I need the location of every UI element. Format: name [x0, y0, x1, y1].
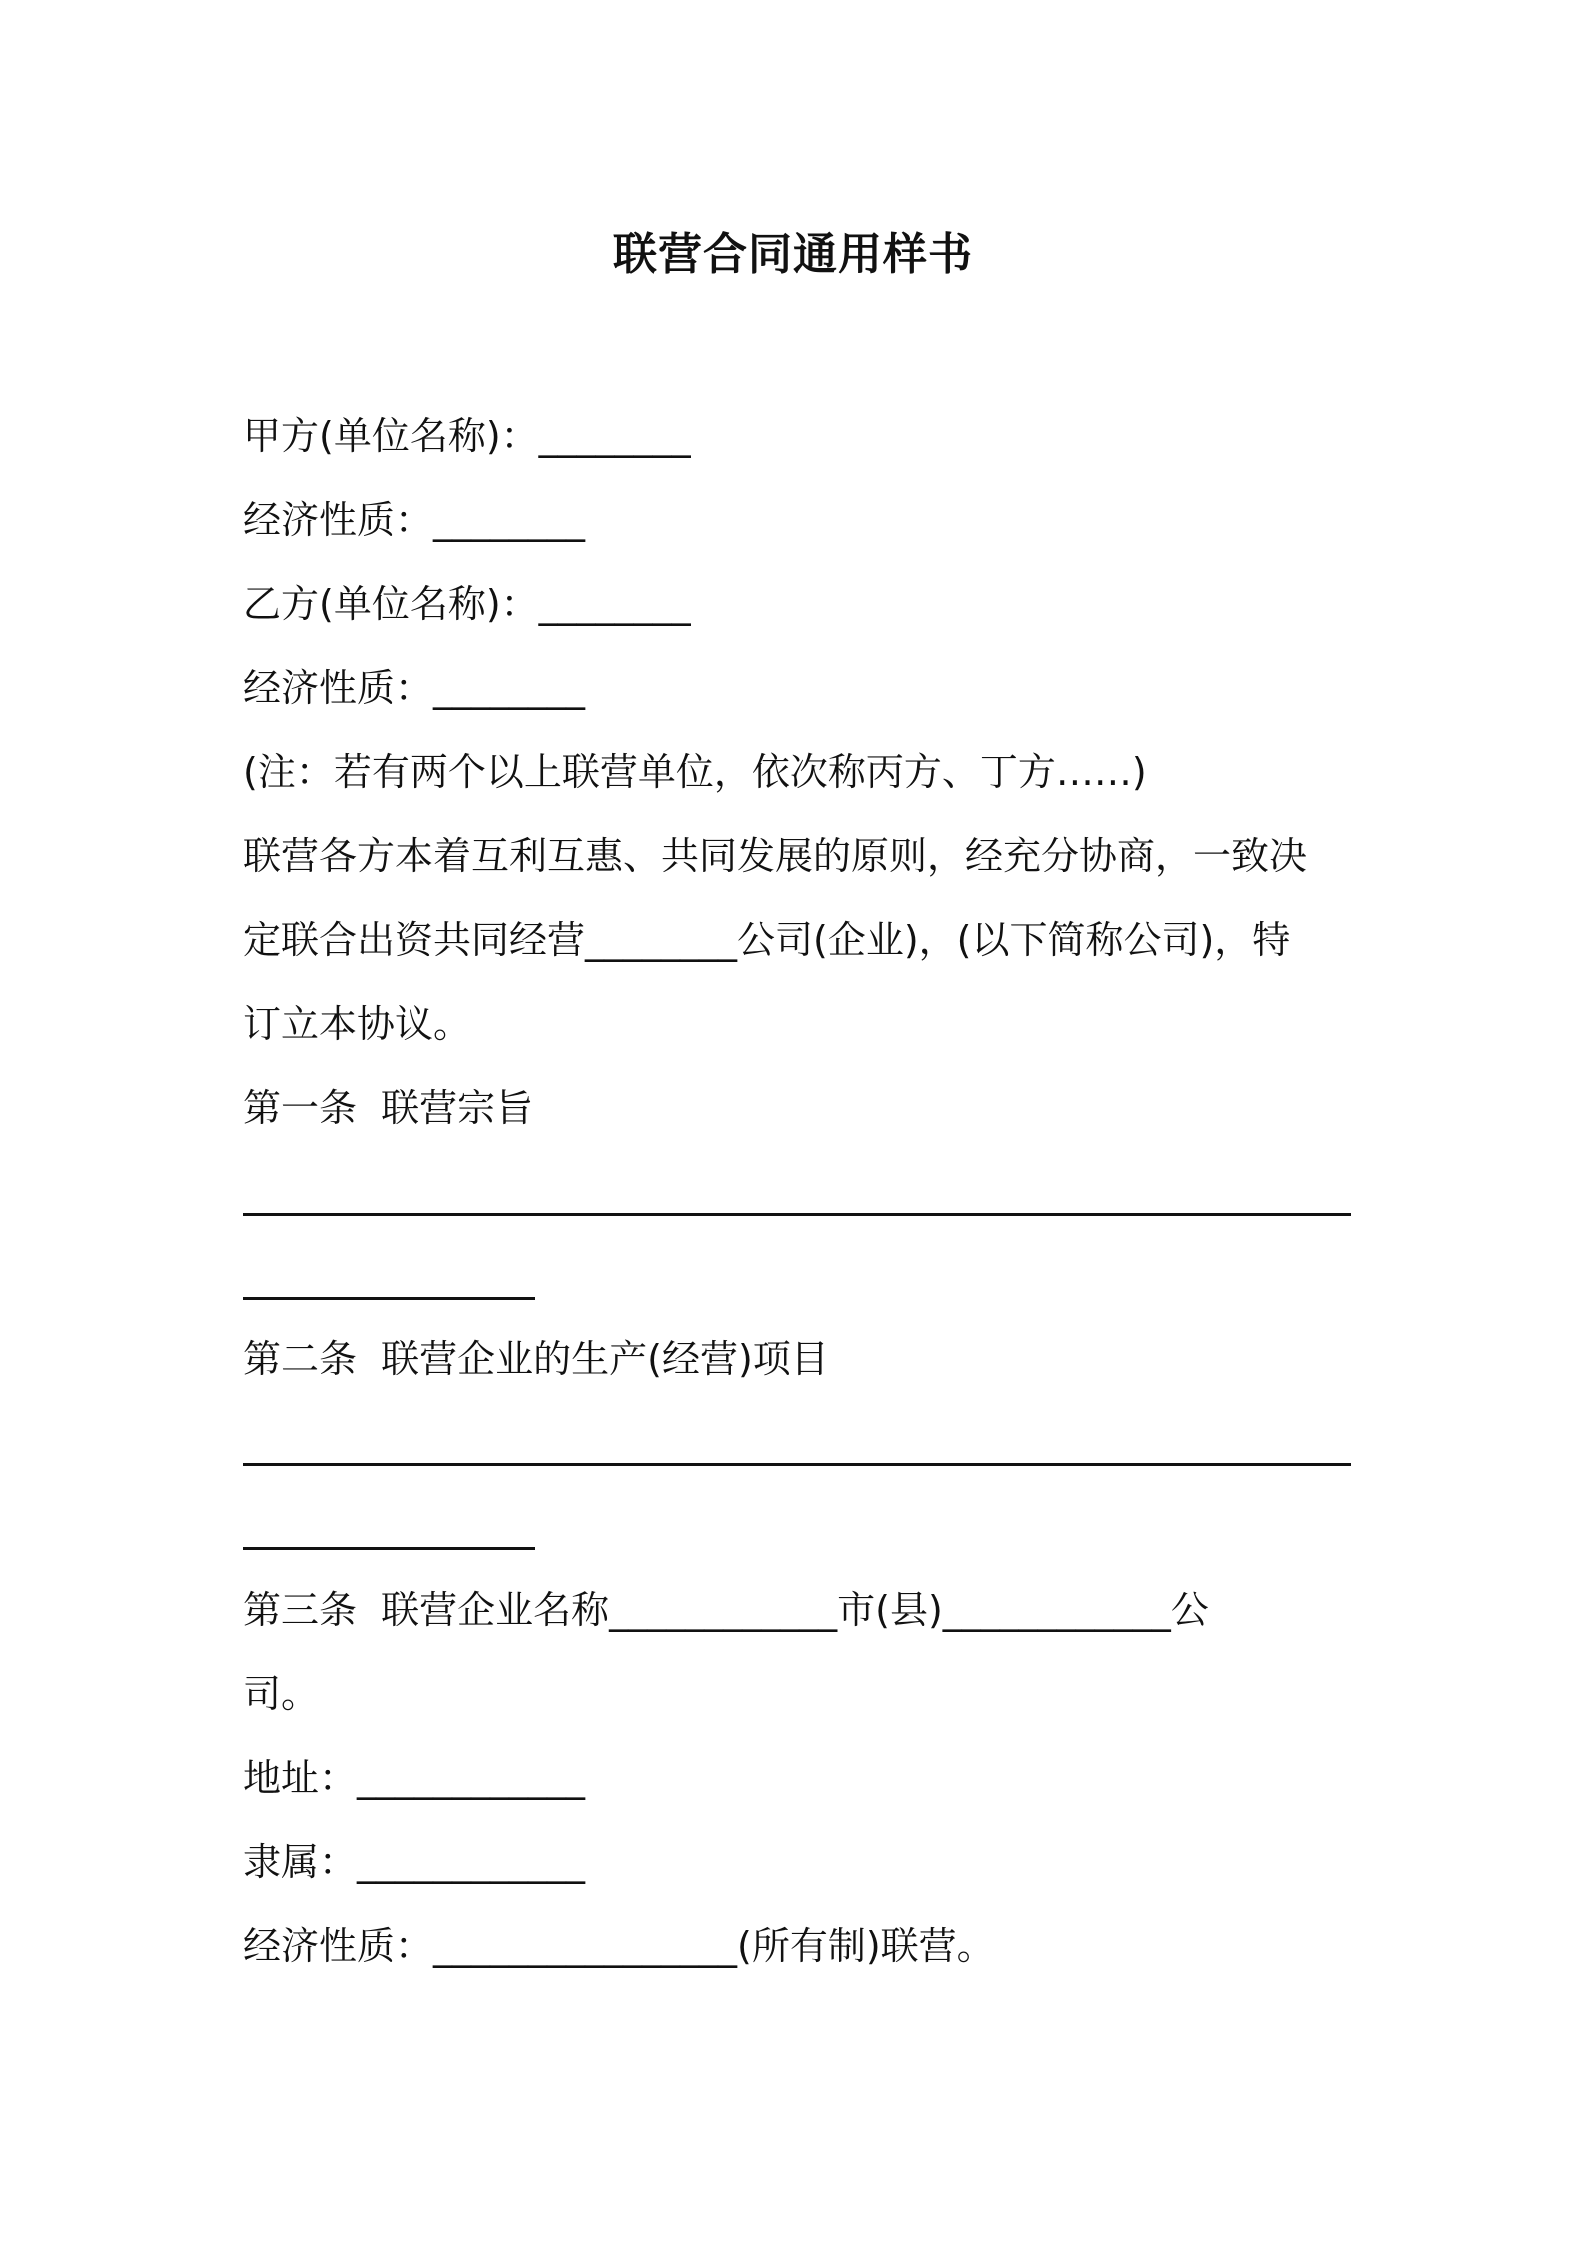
party-b-nature-line: 经济性质：________ [243, 666, 586, 710]
article-2-blank-line-2 [243, 1547, 535, 1550]
affiliation-line: 隶属：____________ [243, 1840, 586, 1884]
article-3-line-1: 第三条 联营企业名称____________市(县)____________公 [243, 1588, 1209, 1632]
party-b-line: 乙方(单位名称)：________ [243, 582, 691, 626]
article-1-heading: 第一条 联营宗旨 [243, 1086, 534, 1130]
article-1-blank-line-2 [243, 1297, 535, 1300]
preamble-line-2: 定联合出资共同经营________公司(企业)，(以下简称公司)，特 [243, 918, 1291, 962]
document-title: 联营合同通用样书 [613, 229, 973, 280]
article-2-blank-line-1 [243, 1463, 1351, 1466]
economic-nature-line: 经济性质：________________(所有制)联营。 [243, 1924, 995, 1968]
note-line: (注：若有两个以上联营单位，依次称丙方、丁方……) [243, 750, 1147, 794]
article-1-blank-line-1 [243, 1213, 1351, 1216]
preamble-line-3: 订立本协议。 [243, 1002, 472, 1046]
preamble-line-1: 联营各方本着互利互惠、共同发展的原则，经充分协商，一致决 [243, 834, 1308, 878]
article-2-heading: 第二条 联营企业的生产(经营)项目 [243, 1337, 829, 1381]
address-line: 地址：____________ [243, 1756, 586, 1800]
party-a-line: 甲方(单位名称)：________ [243, 414, 691, 458]
party-a-nature-line: 经济性质：________ [243, 498, 586, 542]
article-3-line-2: 司。 [243, 1672, 320, 1716]
